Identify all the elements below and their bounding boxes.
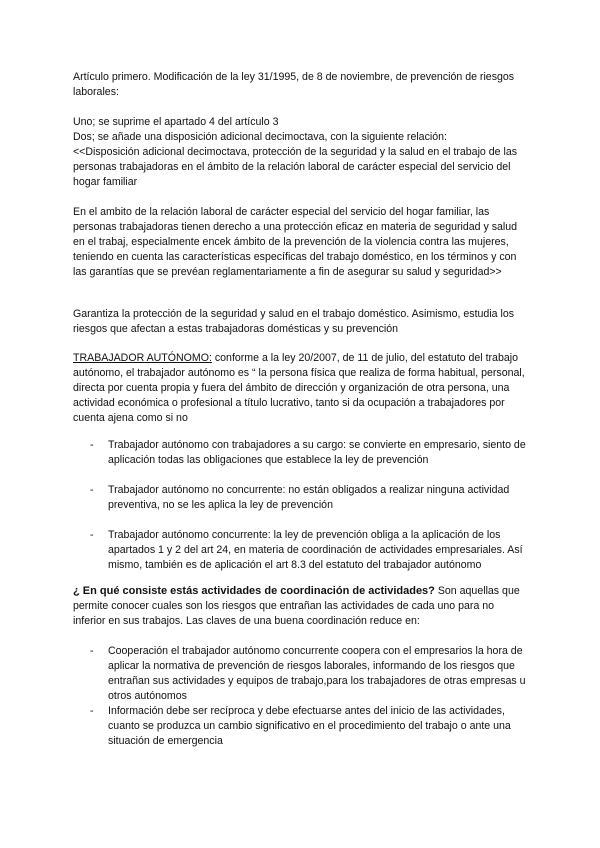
- self-employed-definition: conforme a la ley 20/2007, de 11 de julio, del estatuto del trabajo autónomo, el trabajador autónomo es “ la persona física que realiza de forma habitual, personal, directa por cuenta propia y fuera del ámbito de dirección y organización de otra persona, una actividad económica o profesional a título lucrativo, tanto si da ocupación a trabajadores por cuenta ajena como si no: [73, 352, 525, 424]
- paragraph-self-employed: [73, 351, 525, 426]
- list-dash: -: [90, 529, 94, 541]
- list-dash: -: [90, 484, 94, 496]
- amendment-line-one: Uno; se suprime el apartado 4 del artículo 3: [73, 116, 279, 128]
- list-item: [90, 483, 526, 513]
- amendment-line-two: Dos; se añade una disposición adicional decimoctava, con la siguiente relación:: [73, 131, 447, 143]
- coordination-question: ¿ En qué consiste estás actividades de coordinación de actividades?: [73, 585, 435, 597]
- list-item: [90, 438, 526, 468]
- coordination-answer: Son aquellas que permite conocer cuales son los riesgos que entrañan las actividades de cada uno para no inferior en sus trabajos. Las claves de una buena coordinación reduce en:: [73, 585, 520, 627]
- paragraph-guarantee: Garantiza la protección de la seguridad y salud en el trabajo doméstico. Asimismo, estudia los riesgos que afectan a estas trabajadoras domésticas y su prevención: [73, 308, 515, 335]
- list-item-text: Trabajador autónomo no concurrente: no están obligados a realizar ninguna actividad preventiva, no se les aplica la ley de prevención: [108, 484, 510, 511]
- list-item-text: Trabajador autónomo con trabajadores a su cargo: se convierte en empresario, siento de aplicación todas las obligaciones que establece la ley de prevención: [108, 439, 526, 466]
- self-employed-heading: TRABAJADOR AUTÓNOMO:: [73, 352, 212, 364]
- amendment-line-three: <<Disposición adicional decimoctava, protección de la seguridad y la salud en el trabajo de las personas trabajadoras en el ámbito de la relación laboral de carácter especial del servicio del hogar familiar: [73, 146, 518, 188]
- list-item-text: Información debe ser recíproca y debe efectuarse antes del inicio de las actividades, cuanto se produzca un cambio significativo en el procedimiento del trabajo o ante una situación de emergencia: [108, 705, 511, 747]
- paragraph-domestic-service: En el ambito de la relación laboral de carácter especial del servicio del hogar familiar, las personas trabajadoras tienen derecho a una protección eficaz en materia de seguridad y salud en el trabaj, especialmente encek ámbito de la prevención de la violencia contra las mujeres, teniendo en cuenta las características específicas del trabajo doméstico, en los términos y con las garantías que se prevéan reglamentariamente a fin de asegurar su salud y seguridad>>: [73, 206, 518, 278]
- list-item: [90, 704, 526, 749]
- paragraph-coordination: [73, 584, 525, 629]
- list-dash: -: [90, 705, 94, 717]
- list-item: [90, 528, 526, 573]
- list-dash: -: [90, 645, 94, 657]
- list-dash: -: [90, 439, 94, 451]
- list-item: [90, 644, 526, 704]
- paragraph-amendments: [73, 115, 525, 190]
- list-item-text: Trabajador autónomo concurrente: la ley de prevención obliga a la aplicación de los apartados 1 y 2 del art 24, en materia de coordinación de actividades empresariales. Así mismo, también es de aplicación el art 8.3 del estatuto del trabajador autónomo: [108, 529, 523, 571]
- list-item-text: Cooperación el trabajador autónomo concurrente coopera con el empresarios la hora de aplicar la normativa de prevención de riesgos laborales, informando de los riesgos que entrañan sus actividades y equipos de trabajo,para los trabajadores de otras empresas u otros autónomos: [108, 645, 526, 702]
- paragraph-article-modification: Artículo primero. Modificación de la ley 31/1995, de 8 de noviembre, de prevención de riesgos laborales:: [73, 71, 515, 98]
- self-employed-types-list: [90, 438, 526, 573]
- coordination-keys-list: [90, 644, 526, 749]
